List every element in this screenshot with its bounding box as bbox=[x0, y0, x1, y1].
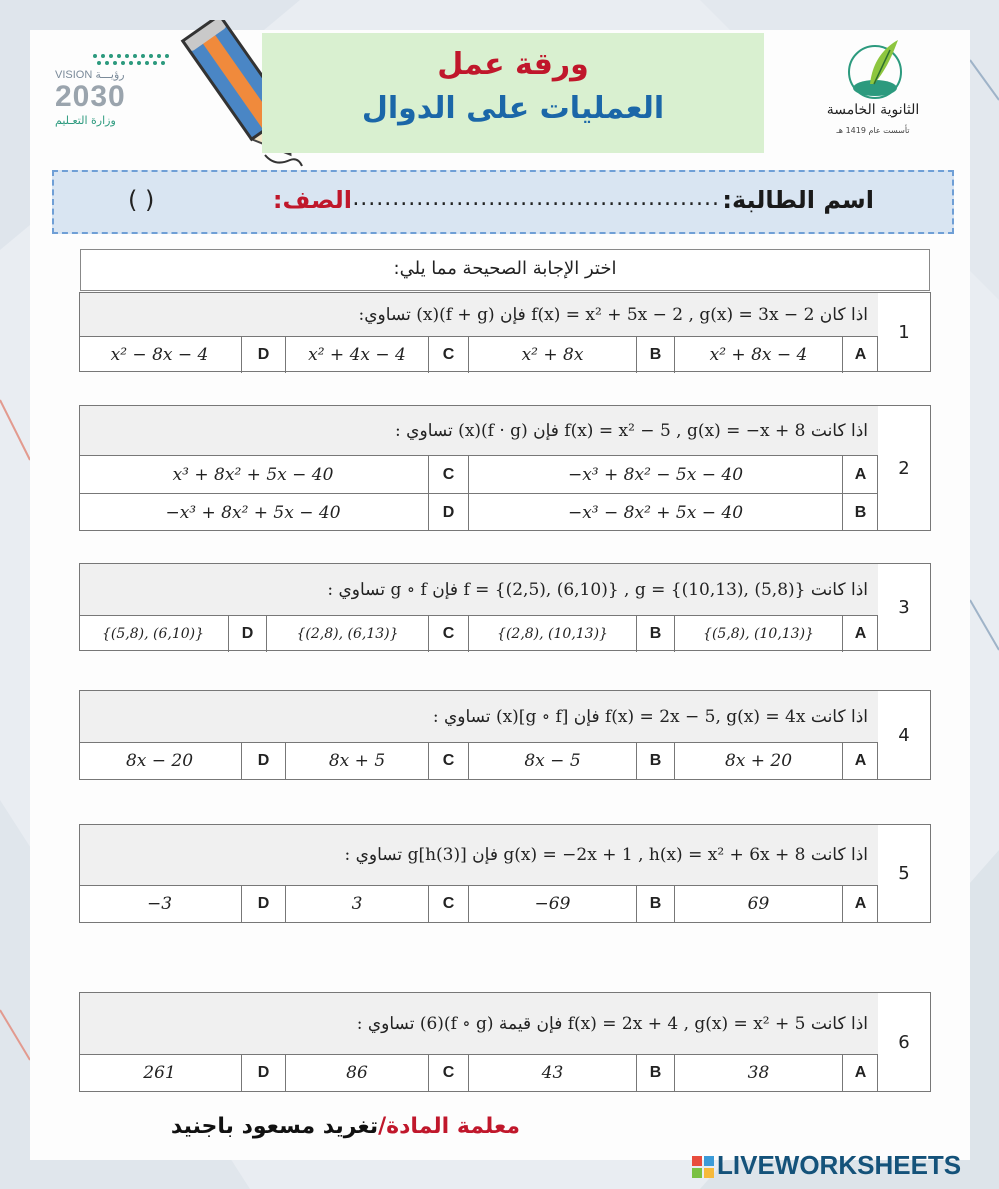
option-letter-c: C bbox=[428, 337, 468, 373]
option-c[interactable]: {(2,8), (6,13)} bbox=[266, 616, 428, 652]
student-name-label: اسم الطالبة: bbox=[722, 186, 874, 214]
option-a[interactable]: 69 bbox=[674, 886, 842, 922]
instruction-header: اختر الإجابة الصحيحة مما يلي: bbox=[80, 249, 930, 291]
option-d[interactable]: {(5,8), (6,10)} bbox=[102, 626, 204, 642]
option-d[interactable]: 8x − 20 bbox=[125, 751, 194, 771]
option-letter-d: D bbox=[241, 337, 285, 373]
option-a[interactable]: {(5,8), (10,13)} bbox=[674, 616, 842, 652]
question-5 bbox=[79, 824, 931, 923]
option-c[interactable]: 86 bbox=[285, 1055, 428, 1091]
question-text: اذا كان f(x) = x² + 5x − 2 , g(x) = 3x − 2 فإن (f + g)(x) تساوي: bbox=[80, 293, 878, 337]
option-d[interactable]: x² − 8x − 4 bbox=[110, 345, 209, 365]
option-letter-a: A bbox=[842, 456, 878, 493]
worksheet-subtitle: العمليات على الدوال bbox=[361, 91, 665, 126]
option-letter-a: A bbox=[842, 616, 878, 652]
option-letter-b: B bbox=[636, 743, 674, 779]
question-text: اذا كانت f(x) = x² − 5 , g(x) = −x + 8 فإن (f · g)(x) تساوي : bbox=[80, 406, 878, 456]
option-letter-c: C bbox=[428, 456, 468, 493]
option-b[interactable]: −x³ − 8x² + 5x − 40 bbox=[468, 494, 842, 531]
option-d[interactable]: −3 bbox=[146, 894, 173, 914]
option-letter-a: A bbox=[842, 337, 878, 373]
brand-text: LIVEWORKSHEETS bbox=[717, 1150, 962, 1180]
school-logo bbox=[808, 36, 938, 146]
question-text: اذا كانت f(x) = 2x − 5, g(x) = 4x فإن [g ∘ f](x) تساوي : bbox=[80, 691, 878, 743]
question-3 bbox=[79, 563, 931, 651]
vision-2030-logo bbox=[55, 50, 175, 130]
option-b[interactable]: {(2,8), (10,13)} bbox=[468, 616, 636, 652]
title-banner bbox=[262, 33, 764, 153]
option-c[interactable]: x³ + 8x² + 5x − 40 bbox=[172, 464, 334, 485]
option-letter-c: C bbox=[428, 886, 468, 922]
question-number: 5 bbox=[877, 825, 930, 922]
school-established: تأسست عام 1419 هـ bbox=[836, 126, 910, 135]
option-c[interactable]: 3 bbox=[285, 886, 428, 922]
option-d[interactable]: −x³ + 8x² + 5x − 40 bbox=[165, 502, 341, 523]
option-letter-b: B bbox=[636, 1055, 674, 1091]
option-letter-b: B bbox=[842, 494, 878, 531]
question-number: 3 bbox=[877, 564, 930, 650]
option-letter-a: A bbox=[842, 886, 878, 922]
option-letter-d: D bbox=[241, 743, 285, 779]
option-letter-c: C bbox=[428, 743, 468, 779]
option-letter-d: D bbox=[428, 494, 468, 531]
question-number: 4 bbox=[877, 691, 930, 779]
feather-quill-icon bbox=[840, 36, 910, 100]
option-letter-c: C bbox=[428, 616, 468, 652]
question-number: 1 bbox=[877, 293, 930, 371]
teacher-name: تغريد مسعود باجنيد bbox=[170, 1114, 379, 1139]
option-a[interactable]: 8x + 20 bbox=[674, 743, 842, 779]
option-b[interactable]: 8x − 5 bbox=[468, 743, 636, 779]
option-letter-a: A bbox=[842, 1055, 878, 1091]
option-letter-d: D bbox=[228, 616, 266, 652]
vision-year: 2030 bbox=[55, 80, 126, 113]
question-text: اذا كانت f(x) = 2x + 4 , g(x) = x² + 5 فإن قيمة (f ∘ g)(6) تساوي : bbox=[80, 993, 878, 1055]
teacher-label: معلمة المادة/ bbox=[378, 1114, 520, 1139]
question-text: اذا كانت f = {(2,5), (6,10)} , g = {(10,13), (5,8)} فإن g ∘ f تساوي : bbox=[80, 564, 878, 616]
question-number: 6 bbox=[877, 993, 930, 1091]
question-text: اذا كانت g(x) = −2x + 1 , h(x) = x² + 6x + 8 فإن g[h(3)] تساوي : bbox=[80, 825, 878, 886]
teacher-credit bbox=[130, 1114, 520, 1139]
school-name: الثانوية الخامسة bbox=[826, 102, 920, 118]
student-info-bar bbox=[52, 170, 954, 234]
question-4 bbox=[79, 690, 931, 780]
student-name-field[interactable]: ................................................ bbox=[336, 186, 720, 211]
option-c[interactable]: 8x + 5 bbox=[285, 743, 428, 779]
liveworksheets-brand[interactable] bbox=[692, 1150, 961, 1181]
worksheet-title: ورقة عمل bbox=[437, 47, 589, 82]
option-a[interactable]: x² + 8x − 4 bbox=[674, 337, 842, 373]
question-1 bbox=[79, 292, 931, 372]
option-letter-d: D bbox=[241, 886, 285, 922]
option-d[interactable]: 261 bbox=[143, 1063, 176, 1083]
vision-label: VISION رؤيـــة bbox=[55, 69, 125, 81]
option-letter-c: C bbox=[428, 1055, 468, 1091]
option-b[interactable]: −69 bbox=[468, 886, 636, 922]
question-6 bbox=[79, 992, 931, 1092]
class-label: الصف: bbox=[272, 186, 352, 214]
class-field[interactable]: ( ) bbox=[128, 186, 155, 214]
question-2 bbox=[79, 405, 931, 531]
option-letter-d: D bbox=[241, 1055, 285, 1091]
option-letter-b: B bbox=[636, 886, 674, 922]
option-letter-b: B bbox=[636, 337, 674, 373]
option-letter-b: B bbox=[636, 616, 674, 652]
option-a[interactable]: 38 bbox=[674, 1055, 842, 1091]
liveworksheets-logo-icon bbox=[692, 1156, 714, 1178]
option-a[interactable]: −x³ + 8x² − 5x − 40 bbox=[468, 456, 842, 493]
question-number: 2 bbox=[877, 406, 930, 530]
option-b[interactable]: x² + 8x bbox=[468, 337, 636, 373]
option-b[interactable]: 43 bbox=[468, 1055, 636, 1091]
option-letter-a: A bbox=[842, 743, 878, 779]
ministry-name: وزارة التعـليم bbox=[55, 114, 116, 127]
option-c[interactable]: x² + 4x − 4 bbox=[285, 337, 428, 373]
